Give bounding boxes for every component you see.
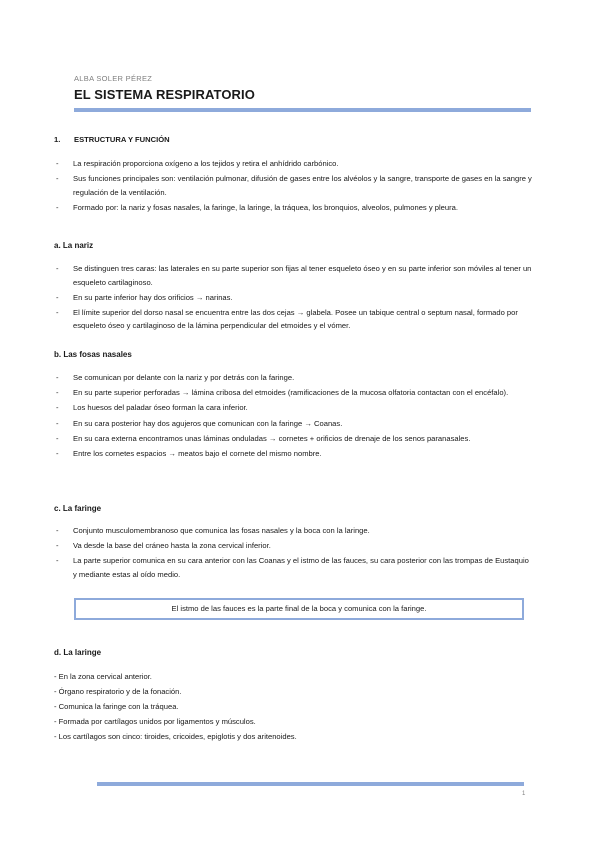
list-item: - En su parte inferior hay dos orificios → narinas.: [54, 291, 532, 305]
footer-divider: [97, 782, 524, 786]
nariz-list: [54, 262, 532, 335]
list-item: - La parte superior comunica en su cara anterior con las Coanas y el istmo de las fauces, su cara posterior con las trompas de Eustaquio y mediante estas al oído medio.: [54, 554, 532, 581]
subheading-laringe: d. La laringe: [54, 648, 102, 657]
list-item: - Los huesos del paladar óseo forman la cara inferior.: [54, 401, 532, 415]
document-title: EL SISTEMA RESPIRATORIO: [74, 87, 255, 102]
subheading-nariz: a. La nariz: [54, 241, 94, 250]
note-text: El istmo de las fauces es la parte final de la boca y comunica con la faringe.: [171, 604, 427, 613]
list-item: - La respiración proporciona oxígeno a los tejidos y retira el anhídrido carbónico.: [54, 157, 532, 171]
laringe-list: [54, 669, 532, 744]
list-item: - Se distinguen tres caras: las laterales en su parte superior son fijas al tener esqueleto óseo y en su parte inferior son móviles al tener un esqueleto cartilaginoso.: [54, 262, 532, 289]
list-item: - Comunica la faringe con la tráquea.: [54, 702, 179, 711]
subheading-fosas-nasales: b. Las fosas nasales: [54, 350, 132, 359]
title-divider: [74, 108, 531, 112]
list-item: - Formado por: la nariz y fosas nasales, la faringe, la laringe, la tráquea, los bronquios, alveolos, pulmones y pleura.: [54, 201, 532, 215]
faringe-list: [54, 524, 532, 583]
note-box: [74, 598, 524, 620]
subheading-faringe: c. La faringe: [54, 504, 102, 513]
fosas-list: [54, 371, 532, 462]
section-heading-estructura: [54, 135, 170, 144]
section-title: ESTRUCTURA Y FUNCIÓN: [74, 135, 170, 144]
list-item: - Órgano respiratorio y de la fonación.: [54, 687, 182, 696]
list-item: - Se comunican por delante con la nariz y por detrás con la faringe.: [54, 371, 532, 385]
list-item: - Va desde la base del cráneo hasta la zona cervical inferior.: [54, 539, 532, 553]
author-name: ALBA SOLER PÉREZ: [74, 74, 153, 83]
estructura-list: [54, 157, 532, 216]
list-item: - En su cara posterior hay dos agujeros que comunican con la faringe → Coanas.: [54, 417, 532, 431]
list-item: - En su parte superior perforadas → lámina cribosa del etmoides (ramificaciones de la mucosa olfatoria contactan con el encéfalo).: [54, 386, 532, 400]
list-item: - Entre los cornetes espacios → meatos bajo el cornete del mismo nombre.: [54, 447, 532, 461]
list-item: - Conjunto musculomembranoso que comunica las fosas nasales y la boca con la laringe.: [54, 524, 532, 538]
page-number: 1: [522, 791, 526, 797]
list-item: - El límite superior del dorso nasal se encuentra entre las dos cejas → glabela. Posee un tabique central o septum nasal, formado por esqueleto óseo y cartilaginoso de la lámina perpendicular del etmoides y el vómer.: [54, 306, 532, 333]
list-item: - Formada por cartílagos unidos por ligamentos y músculos.: [54, 717, 256, 726]
list-item: - En la zona cervical anterior.: [54, 672, 152, 681]
list-item: - Sus funciones principales son: ventilación pulmonar, difusión de gases entre los alvéolos y la sangre, transporte de gases en la sangre y regulación de la ventilación.: [54, 172, 532, 199]
list-item: - Los cartílagos son cinco: tiroides, cricoides, epiglotis y dos aritenoides.: [54, 732, 297, 741]
list-item: - En su cara externa encontramos unas láminas onduladas → cornetes + orificios de drenaje de los senos paranasales.: [54, 432, 532, 446]
section-number: 1.: [54, 135, 61, 144]
